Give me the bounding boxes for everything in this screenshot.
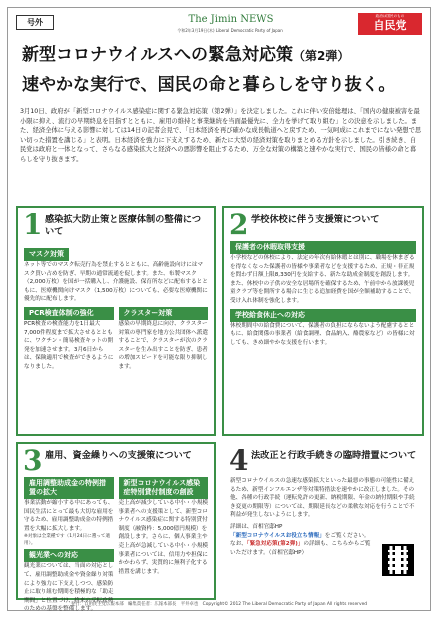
text-tourism: 観光業については、当面の対応として、雇用調整助成金や資金繰り対策により強力に下支えしつつ、感染防止に取り組む期間を積極的な「助走期間」と位置づけ、将来の反転攻勢のための基盤を整備します。	[24, 563, 114, 613]
section-title: 感染拡大防止策と医療体制の整備について	[45, 214, 202, 237]
text-special-loan: 売上高が減少している中小・小規模事業者への支援策として、新型コロナウイルス感染症に関する特別貸付制度（融資枠：5,000億円規模）を創設します。さらに、個人事業主や売上高が急減している中小・小規模事業者については、信用力や担保にかかわらず、実質的に無利子化する措置を講じます。	[118, 500, 209, 575]
info-link-covid[interactable]: 「新型コロナウイルスお役立ち情報」	[230, 532, 325, 539]
info-also: なお、	[230, 541, 247, 548]
section-school-closure	[222, 206, 424, 436]
text-pcr-testing: PCR検査の検査能力を1日最大7,000件程度まで拡大させるとともに、ワクチン・簡易検査キットの開発を加速させます。3月6日からは、保険適用で検査ができるようになりました。	[24, 320, 114, 370]
headline-main-text: 新型コロナウイルスへの緊急対応策	[22, 45, 293, 65]
headline-main-suffix: （第2弾）	[292, 49, 350, 63]
text-cluster-measures: 感染の早期終息に向け、クラスター対策の専門家を地方公共団体へ派遣することで、クラスターが次のクラスターを生み出すことを防ぎ、患者の増加スピードを可能な限り抑制します。	[118, 320, 209, 370]
footer-credits: 発行：自由民主党広報本部 編集責任者：広報本部長 平井卓也 Copyright© 2012 The Liberal Democratic Party of Japan All rights reserved	[70, 602, 368, 607]
section-infection-control	[16, 206, 216, 436]
info-tail: の詳細も、こちらからご覧いただけます。（首相官邸HP）	[230, 541, 371, 556]
label-mask-measures: マスク対策	[24, 248, 69, 261]
section-number: 2	[229, 208, 249, 241]
masthead-date: 令和2年3月19日(木) Liberal Democratic Party of Japan	[177, 28, 283, 33]
info-mid: をご覧ください。	[324, 532, 370, 539]
section-number: 4	[229, 444, 249, 477]
label-tourism: 観光業への対応	[24, 549, 114, 562]
logo-name: 自民党	[373, 19, 407, 32]
lead-paragraph: 3月10日、政府が「新型コロナウイルス感染症に関する緊急対応策（第2弾）」を決定しました。これに伴い安倍総理は、「国内の健康被害を最小限に抑え、流行の早期終息を目指すとともに、雇用の維持と事業継続を当面最優先に、全力を挙げて取り組む」との決意を示しました。また、経済全体に与える影響に対しては14日の記者会見で、「日本経済を再び確かな成長軌道へと戻すため、一気呵成にこれまでにない発想で思い切った措置を講じる」と表明。日本経済を強力に下支えするため、新たに大型の経済対策を取りまとめる方針を示しました。引き続き、自民党は政府と一体となって、さらなる感染拡大と経済への悪影響を阻止するため、万全な対策の構築と速やかな実行で、国民の皆様の命と暮らしを守り抜きます。	[20, 108, 422, 163]
section-number: 1	[23, 208, 43, 241]
masthead-title: The Jimin NEWS	[188, 14, 274, 25]
logo-tagline: 政治は国民のもの	[375, 14, 405, 18]
label-pcr-testing: PCR検査体制の強化	[24, 307, 114, 320]
party-logo	[358, 13, 422, 35]
text-mask-measures: ネット等でのマスク転売行為を禁止するとともに、高齢施設向けにはマスク買い占めを防ぎ、早期の通常流通を促します。また、布製マスク（2,000万枚）を国が一括購入し、介護施設、保育所などに配布するとともに、医療機関向けマスク（1,500万枚）についても、必要な医療機関に優先的に配布します。	[24, 262, 208, 303]
label-school-lunch: 学校給食休止への対応	[230, 309, 416, 322]
qr-code-icon[interactable]	[382, 544, 414, 576]
label-special-loan: 新型コロナウイルス感染症特別貸付制度の創設	[119, 477, 209, 499]
note-employment-subsidy: ※対象は全業種です（1月24日に遡って適用）。	[24, 534, 111, 547]
text-school-lunch: 休校期間中の給食費について、保護者の負担にならないよう配慮するとともに、給食関係の事業者（給食調理、食品納入、酪農家など）の皆様に対しても、きめ細やかな支援を行います。	[230, 322, 415, 346]
info-intro: 詳細は、首相官邸HP	[230, 523, 283, 530]
section-title: 学校休校に伴う支援策について	[251, 214, 380, 225]
section-legal-measures	[222, 442, 424, 600]
section-number: 3	[23, 444, 43, 477]
issue-tag: 号外	[16, 15, 54, 30]
text-legal-measures: 新型コロナウイルスの急速な感染拡大といった最悪の事態の可能性に備えるため、新型インフルエンザ等対策特措法を速やかに改正しました。その他、各種の行政手続（運転免許の更新、納税期限、年金の納付期限や手続き変更の期限等）については、期限延長などの柔軟な対応を行うことで不利益が発生しないようにします。	[230, 478, 415, 519]
label-cluster-measures: クラスター対策	[119, 307, 209, 320]
headline-sub: 速やかな実行で、国民の命と暮らしを守り抜く。	[22, 75, 396, 95]
text-employment-subsidy: 事業活動が縮小する中にあっても、国民生活にとって最も大切な雇用を守るため、雇用調整助成金の特例措置を大幅に拡大します。	[24, 500, 114, 532]
info-link-second-package[interactable]: 「緊急対応策(第2弾)」	[246, 541, 304, 548]
text-parent-leave: 小学校などの休校により、法定の年次有給休暇とは別に、職場を休まざるを得なくなった保護者の皆様や事業者などを支援するため、正規・非正規を問わず日額上限8,330円を支給する、新たな助成金制度を創設します。また、休校中の子供の安全な居場所を確保するため、午前中から放課後児童クラブ等を開所する場合に生じる追加経費を国が全額補助することで、受け入れ体制を強化します。	[230, 255, 415, 304]
label-employment-subsidy: 雇用調整助成金の特例措置の拡大	[24, 477, 114, 499]
section-title: 法改正と行政手続きの臨時措置について	[251, 450, 417, 461]
label-parent-leave: 保護者の休暇取得支援	[230, 241, 416, 254]
section-title: 雇用、資金繰りへの支援策について	[45, 450, 192, 461]
section-employment-support	[16, 442, 216, 613]
headline-main	[22, 40, 420, 65]
newsletter-page	[7, 7, 431, 611]
